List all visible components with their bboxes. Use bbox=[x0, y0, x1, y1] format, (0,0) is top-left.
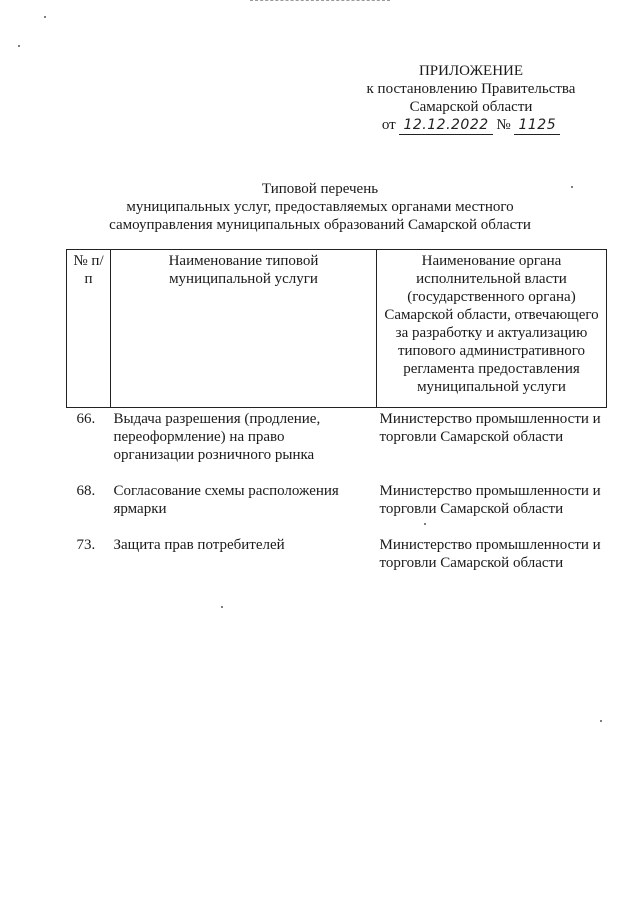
number-value: 1125 bbox=[514, 116, 560, 135]
appendix-block bbox=[356, 62, 586, 135]
row-agency: Министерство промышленности и торговли Самарской области bbox=[379, 483, 601, 517]
appendix-title: ПРИЛОЖЕНИЕ bbox=[418, 63, 524, 79]
title-line-1: Типовой перечень bbox=[261, 181, 379, 197]
table-row bbox=[67, 480, 607, 534]
row-service: Согласование схемы расположения ярмарки bbox=[113, 483, 339, 517]
header-agency: Наименование органа исполнительной власти (государственного органа) Самарской области, отвечающего за разработку и актуализацию типового административного регламента предоставления муниципальной услуги bbox=[377, 250, 607, 408]
title-line-3: самоуправления муниципальных образований Самарской области bbox=[109, 217, 531, 233]
scan-speck bbox=[44, 16, 46, 18]
row-service: Защита прав потребителей bbox=[113, 537, 285, 553]
row-number: 66. bbox=[76, 411, 96, 427]
number-prefix: № bbox=[496, 117, 511, 133]
table-row bbox=[67, 408, 607, 481]
scan-speck bbox=[600, 720, 602, 722]
table-header-row bbox=[67, 250, 607, 408]
services-table bbox=[66, 249, 607, 576]
appendix-date-line bbox=[356, 116, 586, 135]
scan-artifact-line bbox=[250, 0, 390, 2]
scan-speck bbox=[571, 186, 573, 188]
row-agency: Министерство промышленности и торговли Самарской области bbox=[379, 411, 601, 445]
header-service: Наименование типовой муниципальной услуги bbox=[111, 250, 377, 408]
row-service: Выдача разрешения (продление, переоформление) на право организации розничного рынка bbox=[113, 411, 321, 463]
row-agency: Министерство промышленности и торговли Самарской области bbox=[379, 537, 601, 571]
row-number: 73. bbox=[76, 537, 96, 553]
header-number: № п/п bbox=[67, 250, 111, 408]
date-prefix: от bbox=[381, 117, 396, 133]
table-row bbox=[67, 534, 607, 576]
scan-speck bbox=[18, 45, 20, 47]
document-title bbox=[100, 180, 540, 234]
row-number: 68. bbox=[76, 483, 96, 499]
appendix-line-1: к постановлению Правительства bbox=[366, 81, 576, 97]
appendix-line-2: Самарской области bbox=[409, 99, 533, 115]
date-value: 12.12.2022 bbox=[399, 116, 492, 135]
title-line-2: муниципальных услуг, предоставляемых органами местного bbox=[126, 199, 514, 215]
scan-speck bbox=[221, 606, 223, 608]
